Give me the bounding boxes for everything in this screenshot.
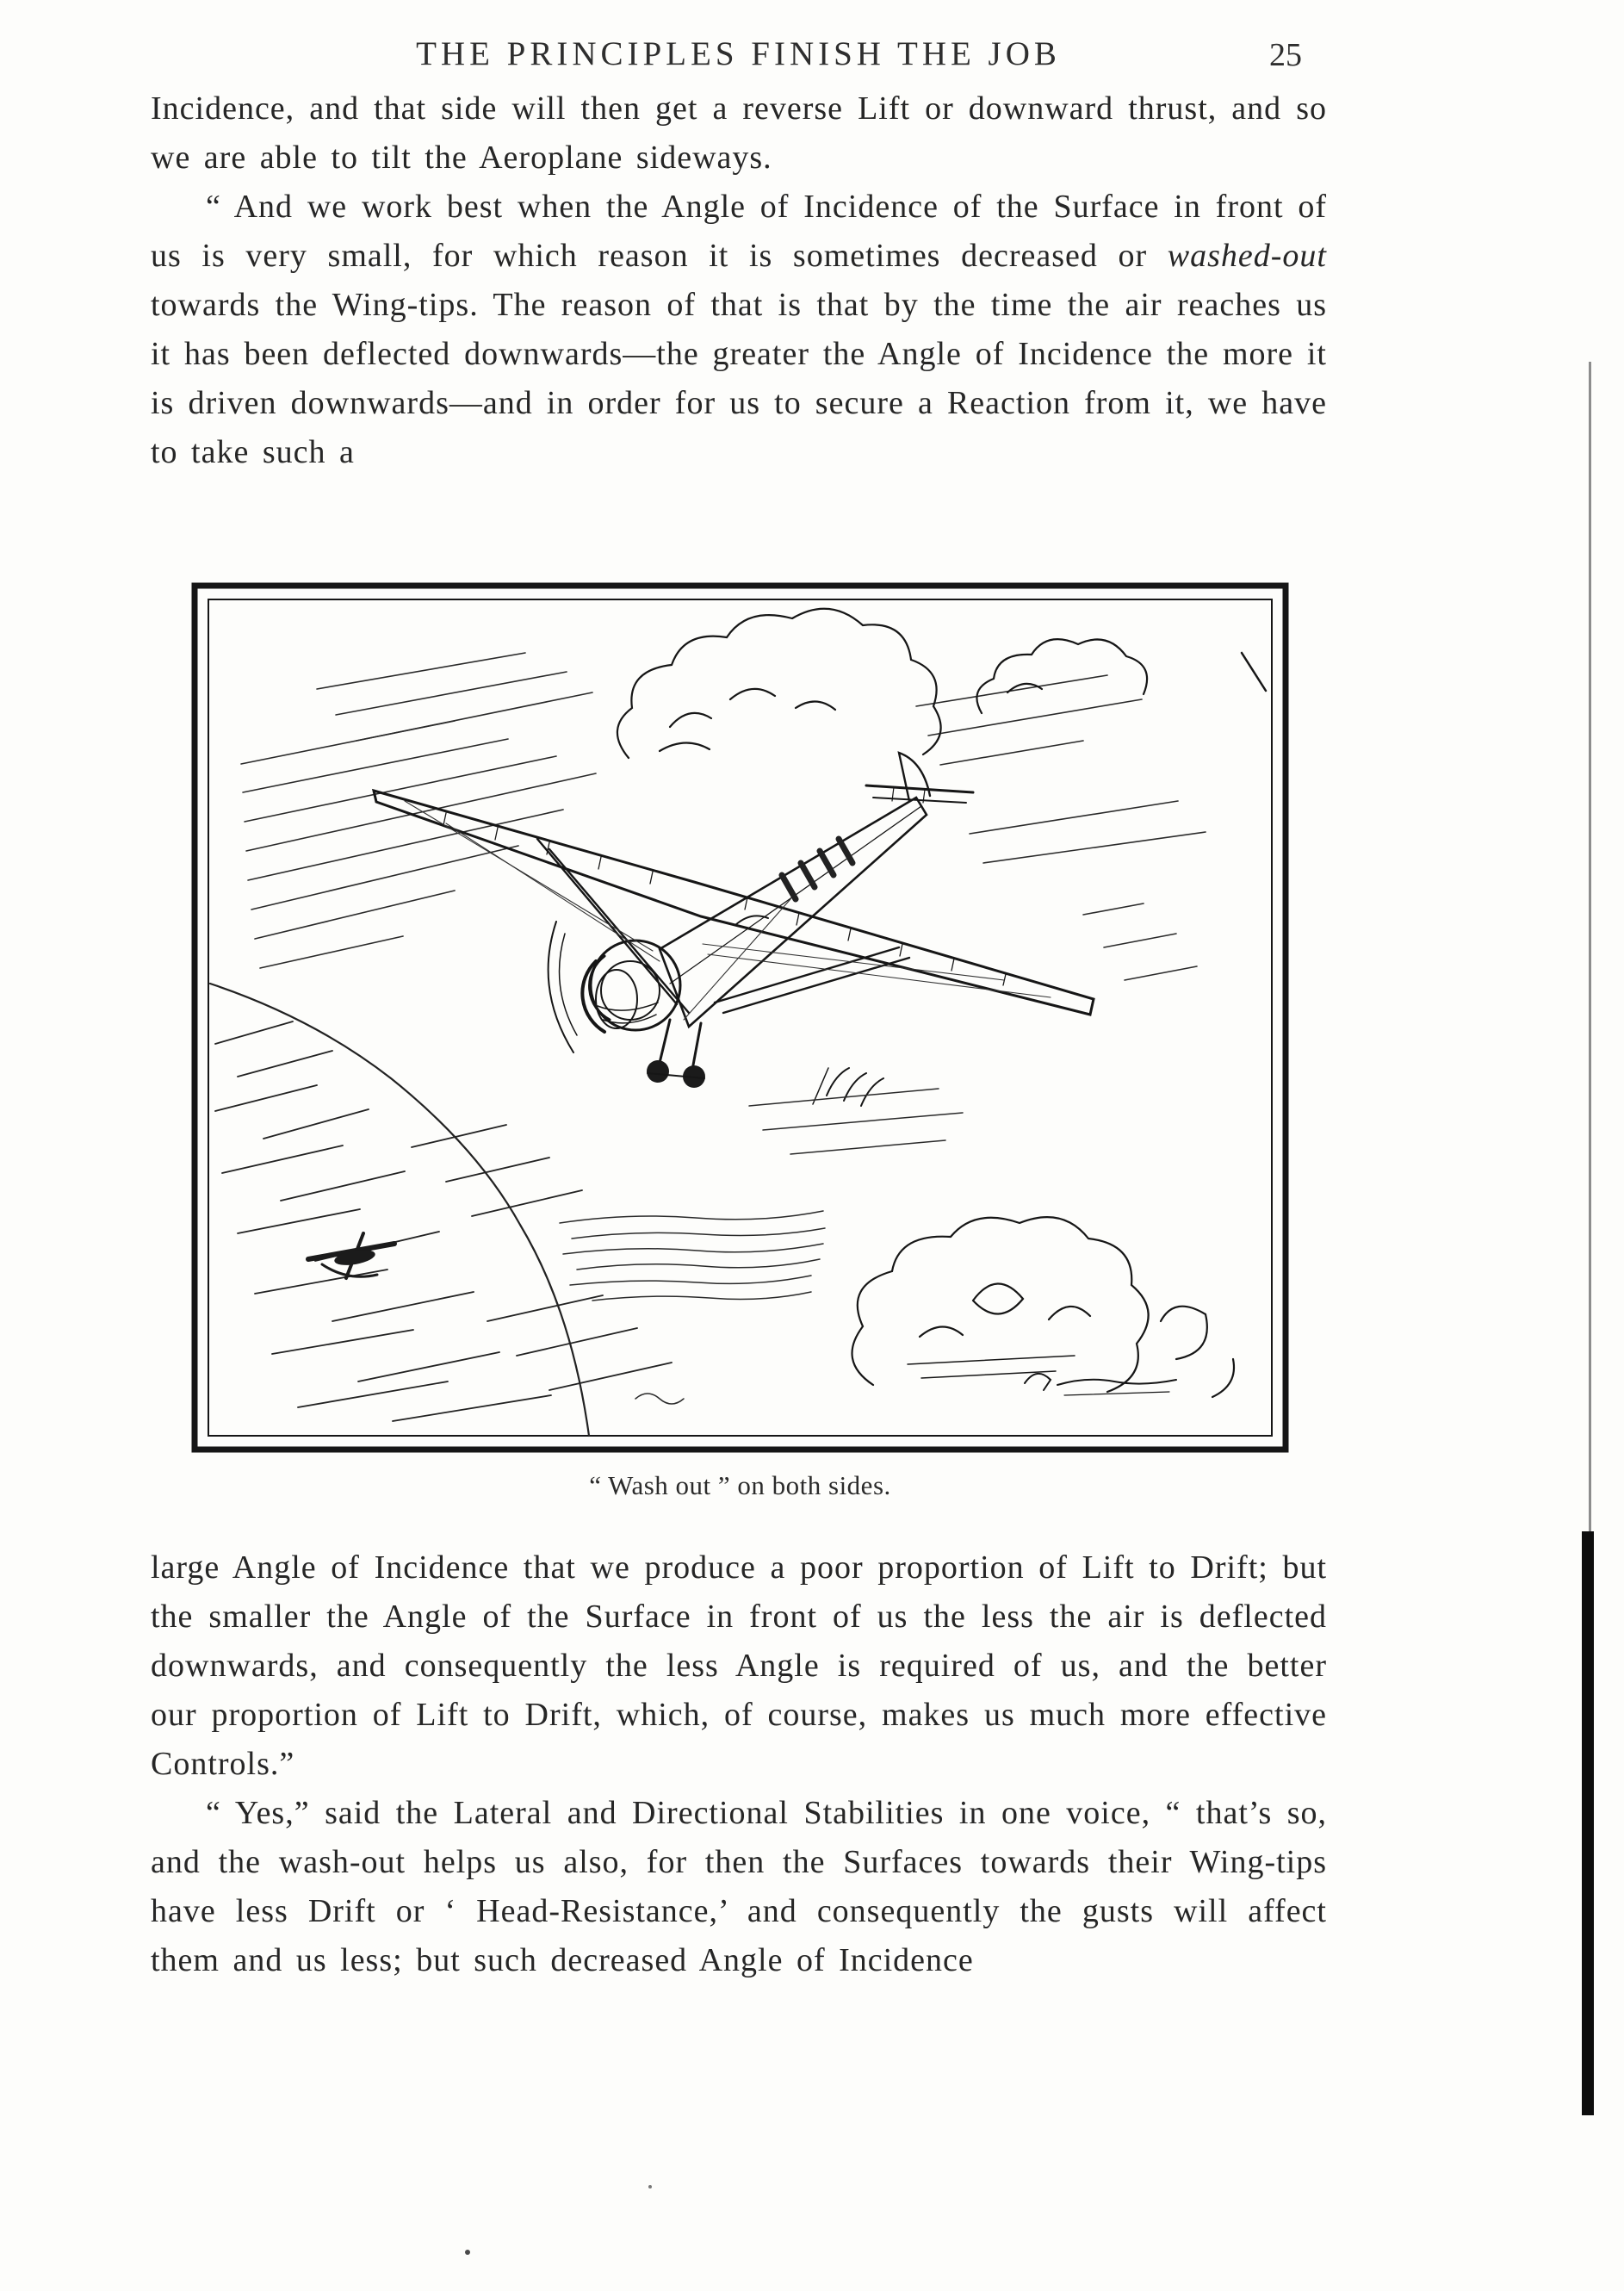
scan-gutter-bar <box>1582 1531 1594 2115</box>
italic-term: washed-out <box>1167 238 1327 274</box>
paragraph-continuation: Incidence, and that side will then get a reverse Lift or downward thrust, and so we are able to tilt the Aeroplane sideways. <box>151 90 1327 176</box>
paragraph-quote: “ Yes,” said the Lateral and Directional Stabilities in one voice, “ that’s so, and the wash-out helps us also, for then the Surfaces towards their Wing-tips have less Drift or ‘ Head-Resistance,’ and consequently the gusts will affect them and us less; but such decreased Angle of Incidence <box>151 1795 1327 1978</box>
illustration-caption: “ Wash out ” on both sides. <box>589 1470 891 1500</box>
aeroplane-illustration-figure <box>188 579 1292 1501</box>
scan-gutter-line <box>1589 362 1591 1533</box>
distant-aeroplane <box>308 1233 394 1278</box>
paragraph-text: “ And we work best when the Angle of Incidence of the Surface in front of us is very small, for which reason it is sometimes decreased or <box>151 189 1327 274</box>
paragraph-quote <box>151 183 1327 477</box>
illustration-frame <box>188 579 1292 1456</box>
scan-speck <box>648 2185 652 2189</box>
scan-speck <box>465 2250 470 2255</box>
running-title: THE PRINCIPLES FINISH THE JOB <box>416 35 1061 72</box>
paragraph-text: towards the Wing-tips. The reason of that is that by the time the air reaches us it has been deflected downwards—the greater the Angle of Incidence the more it is driven downwards—and in order for us to secure a Reaction from it, we have to take such a <box>151 287 1327 470</box>
text-block-top <box>151 84 1327 477</box>
paragraph-continuation: large Angle of Incidence that we produce a poor proportion of Lift to Drift; but the smaller the Angle of the Surface in front of us the less the air is deflected downwards, and consequently the less Angle is required of us, and the better our proportion of Lift to Drift, which, of course, makes us much more effective Controls.” <box>151 1549 1327 1782</box>
page-number: 25 <box>1269 37 1302 73</box>
aeroplane-drawing <box>188 579 1292 1456</box>
main-monoplane <box>374 753 1094 1088</box>
page-header <box>151 34 1326 86</box>
text-block-bottom <box>151 1543 1327 1985</box>
